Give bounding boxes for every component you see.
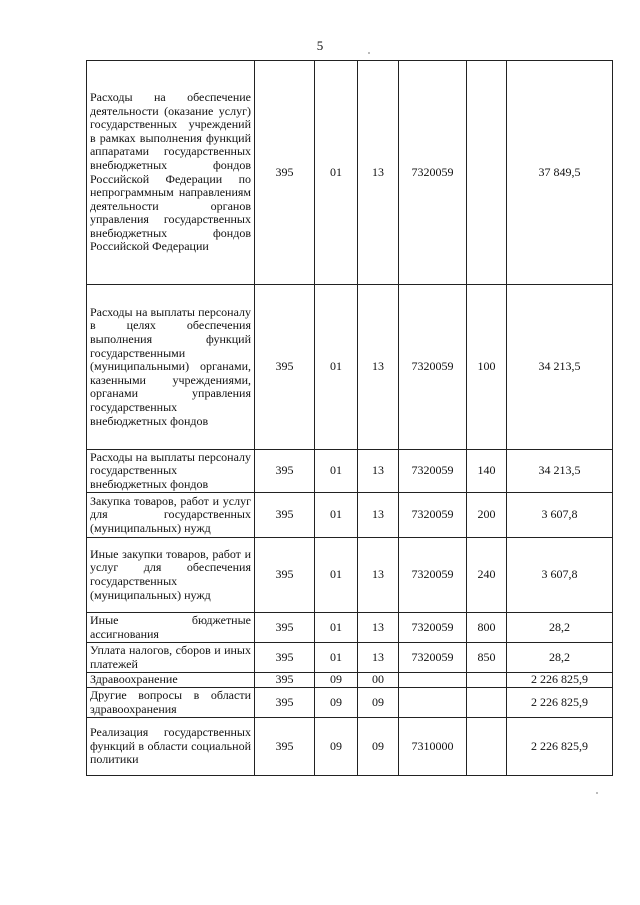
subsection-code: 13 [358, 61, 399, 285]
row-name: Закупка товаров, работ и услуг для государственных (муниципальных) нужд [87, 493, 255, 538]
type-code: 100 [467, 285, 507, 450]
subsection-code: 13 [358, 450, 399, 493]
ministry-code: 395 [255, 613, 315, 643]
ministry-code: 395 [255, 718, 315, 776]
section-code: 01 [315, 61, 358, 285]
target-code: 7320059 [399, 450, 467, 493]
target-code: 7310000 [399, 718, 467, 776]
type-code: 200 [467, 493, 507, 538]
section-code: 01 [315, 613, 358, 643]
ministry-code: 395 [255, 643, 315, 673]
table-row [87, 450, 613, 493]
target-code: 7320059 [399, 493, 467, 538]
type-code: 140 [467, 450, 507, 493]
type-code: 800 [467, 613, 507, 643]
row-name: Расходы на выплаты персоналу в целях обеспечения выполнения функций государственными (муниципальными) органами, казенными учреждениями, органами управления государственных внебюджетных фондов [87, 285, 255, 450]
amount: 2 226 825,9 [507, 673, 613, 688]
table-row [87, 688, 613, 718]
ministry-code: 395 [255, 688, 315, 718]
row-name: Уплата налогов, сборов и иных платежей [87, 643, 255, 673]
ministry-code: 395 [255, 61, 315, 285]
target-code: 7320059 [399, 613, 467, 643]
ministry-code: 395 [255, 285, 315, 450]
ministry-code: 395 [255, 493, 315, 538]
type-code: 240 [467, 538, 507, 613]
subsection-code: 09 [358, 718, 399, 776]
subsection-code: 13 [358, 538, 399, 613]
section-code: 09 [315, 718, 358, 776]
row-name: Иные закупки товаров, работ и услуг для обеспечения государственных (муниципальных) нужд [87, 538, 255, 613]
section-code: 01 [315, 450, 358, 493]
type-code: 850 [467, 643, 507, 673]
target-code: 7320059 [399, 285, 467, 450]
target-code: 7320059 [399, 538, 467, 613]
table-row [87, 61, 613, 285]
amount: 34 213,5 [507, 285, 613, 450]
table-row [87, 613, 613, 643]
page-number: 5 [316, 38, 324, 53]
amount: 28,2 [507, 613, 613, 643]
section-code: 09 [315, 673, 358, 688]
budget-table [86, 60, 613, 776]
table-row [87, 285, 613, 450]
scan-speck [368, 52, 370, 54]
section-code: 01 [315, 285, 358, 450]
section-code: 01 [315, 643, 358, 673]
subsection-code: 13 [358, 643, 399, 673]
amount: 3 607,8 [507, 493, 613, 538]
row-name: Расходы на выплаты персоналу государственных внебюджетных фондов [87, 450, 255, 493]
type-code [467, 61, 507, 285]
section-code: 09 [315, 688, 358, 718]
section-code: 01 [315, 493, 358, 538]
target-code: 7320059 [399, 643, 467, 673]
table-row [87, 538, 613, 613]
amount: 2 226 825,9 [507, 718, 613, 776]
type-code [467, 718, 507, 776]
subsection-code: 13 [358, 493, 399, 538]
table-row [87, 493, 613, 538]
type-code [467, 688, 507, 718]
subsection-code: 00 [358, 673, 399, 688]
table-row [87, 643, 613, 673]
amount: 3 607,8 [507, 538, 613, 613]
subsection-code: 13 [358, 285, 399, 450]
target-code [399, 688, 467, 718]
target-code: 7320059 [399, 61, 467, 285]
scan-speck [596, 792, 598, 794]
subsection-code: 09 [358, 688, 399, 718]
ministry-code: 395 [255, 673, 315, 688]
row-name: Иные бюджетные ассигнования [87, 613, 255, 643]
table-row [87, 718, 613, 776]
row-name: Реализация государственных функций в области социальной политики [87, 718, 255, 776]
ministry-code: 395 [255, 538, 315, 613]
subsection-code: 13 [358, 613, 399, 643]
amount: 37 849,5 [507, 61, 613, 285]
table-row [87, 673, 613, 688]
type-code [467, 673, 507, 688]
amount: 2 226 825,9 [507, 688, 613, 718]
row-name: Расходы на обеспечение деятельности (оказание услуг) государственных учреждений в рамках выполнения функций аппаратами государственных внебюджетных фондов Российской Федерации по непрограммным направлениям деятельности органов управления государственных внебюджетных фондов Российской Федерации [87, 61, 255, 285]
row-name: Другие вопросы в области здравоохранения [87, 688, 255, 718]
section-code: 01 [315, 538, 358, 613]
target-code [399, 673, 467, 688]
amount: 34 213,5 [507, 450, 613, 493]
ministry-code: 395 [255, 450, 315, 493]
row-name: Здравоохранение [87, 673, 255, 688]
amount: 28,2 [507, 643, 613, 673]
